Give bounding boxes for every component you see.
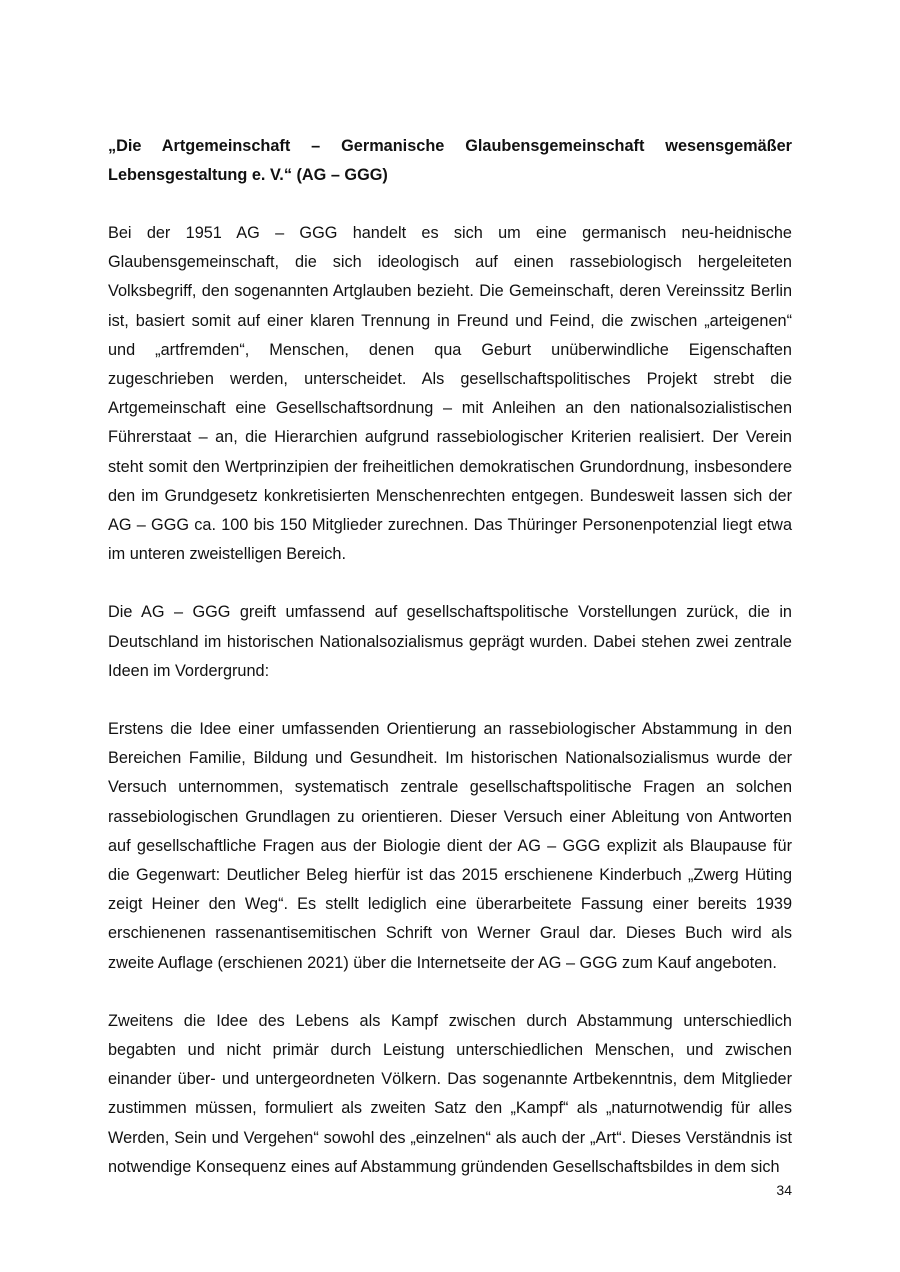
section-heading: „Die Artgemeinschaft – Germanische Glaubensgemeinschaft wesensgemäßer Lebensgestaltung e. V.“ (AG – GGG) bbox=[108, 137, 792, 184]
document-page bbox=[108, 132, 792, 1211]
page-number: 34 bbox=[776, 1182, 792, 1198]
paragraph-ideas: Die AG – GGG greift umfassend auf gesellschaftspolitische Vorstellungen zurück, die in Deutschland im historischen Nationalsozialismus geprägt wurden. Dabei stehen zwei zentrale Ideen im Vordergrund: bbox=[108, 603, 792, 680]
paragraph-first-idea: Erstens die Idee einer umfassenden Orientierung an rassebiologischer Abstammung in den Bereichen Familie, Bildung und Gesundheit. Im historischen Nationalsozialismus wurde der Versuch unternommen, systematisch zentrale gesellschaftspolitische Fragen an solchen rassebiologischen Grundlagen zu orientieren. Dieser Versuch einer Ableitung von Antworten auf gesellschaftliche Fragen aus der Biologie dient der AG – GGG explizit als Blaupause für die Gegenwart: Deutlicher Beleg hierfür ist das 2015 erschienene Kinderbuch „Zwerg Hüting zeigt Heiner den Weg“. Es stellt lediglich eine überarbeitete Fassung einer bereits 1939 erschienenen rassenantisemitischen Schrift von Werner Graul dar. Dieses Buch wird als zweite Auflage (erschienen 2021) über die Internetseite der AG – GGG zum Kauf angeboten. bbox=[108, 720, 792, 972]
paragraph-second-idea: Zweitens die Idee des Lebens als Kampf zwischen durch Abstammung unterschiedlich begabten und nicht primär durch Leistung unterschiedlichen Menschen, und zwischen einander über- und untergeordneten Völkern. Das sogenannte Artbekenntnis, dem Mitglieder zustimmen müssen, formuliert als zweiten Satz den „Kampf“ als „naturnotwendig für alles Werden, Sein und Vergehen“ sowohl des „einzelnen“ als auch der „Art“. Dieses Verständnis ist notwendige Konsequenz eines auf Abstammung gründenden Gesellschaftsbildes in dem sich bbox=[108, 1011, 792, 1176]
paragraph-intro: Bei der 1951 AG – GGG handelt es sich um eine germanisch neu-heidnische Glaubensgemeinschaft, die sich ideologisch auf einen rassebiologisch hergeleiteten Volksbegriff, den sogenannten Artglauben bezieht. Die Gemeinschaft, deren Vereinssitz Berlin ist, basiert somit auf einer klaren Trennung in Freund und Feind, die zwischen „arteigenen“ und „artfremden“, Menschen, denen qua Geburt unüberwindliche Eigenschaften zugeschrieben werden, unterscheidet. Als gesellschaftspolitisches Projekt strebt die Artgemeinschaft eine Gesellschaftsordnung – mit Anleihen an den nationalsozialistischen Führerstaat – an, die Hierarchien aufgrund rassebiologischer Kriterien realisiert. Der Verein steht somit den Wertprinzipien der freiheitlichen demokratischen Grundordnung, insbesondere den im Grundgesetz konkretisierten Menschenrechten entgegen. Bundesweit lassen sich der AG – GGG ca. 100 bis 150 Mitglieder zurechnen. Das Thüringer Personenpotenzial liegt etwa im unteren zweistelligen Bereich. bbox=[108, 224, 792, 564]
